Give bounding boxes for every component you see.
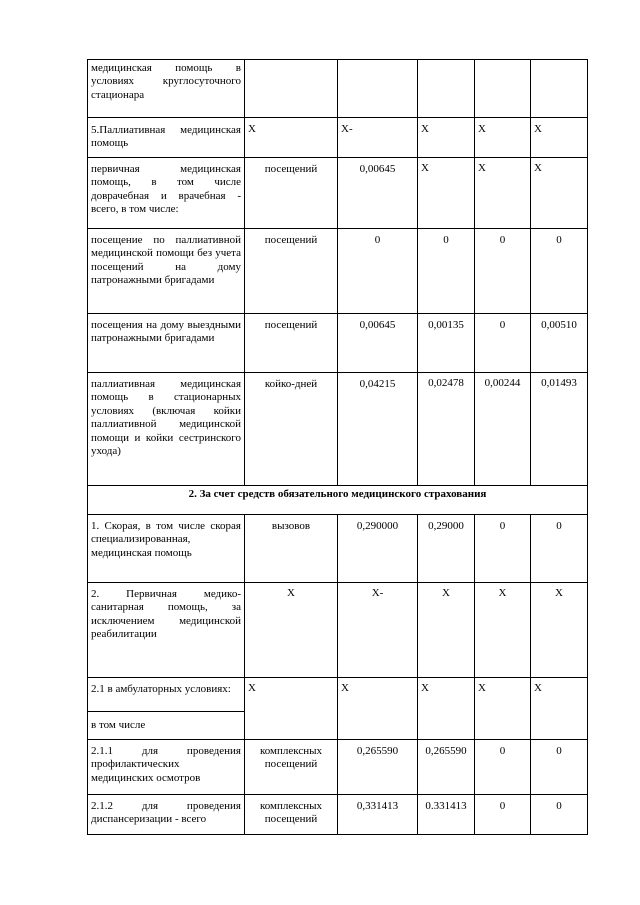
- table-cell: комплексных посещений: [245, 795, 338, 835]
- table-cell: 0,02478: [418, 373, 475, 486]
- medical-care-volume-table: [87, 59, 588, 835]
- table-cell: вызовов: [245, 515, 338, 583]
- table-cell: Х: [475, 678, 531, 740]
- table-cell: 0,265590: [338, 740, 418, 795]
- table-cell: [475, 60, 531, 118]
- table-row: [88, 118, 588, 158]
- table-cell: [245, 60, 338, 118]
- row-label: медицинская помощь в условиях круглосуточного стационара: [88, 60, 245, 118]
- table-cell: Х: [245, 678, 338, 740]
- table-cell: Х: [475, 583, 531, 678]
- table-cell: Х-: [338, 118, 418, 158]
- table-cell: 0: [475, 515, 531, 583]
- row-label: посещение по паллиативной медицинской помощи без учета посещений на дому патронажными бригадами: [88, 229, 245, 314]
- table-cell: 0,00645: [338, 314, 418, 373]
- table-cell: Х: [531, 158, 588, 229]
- table-row: [88, 583, 588, 678]
- table-cell: 0,00510: [531, 314, 588, 373]
- table-cell: Х: [531, 583, 588, 678]
- table-cell: 0.331413: [418, 795, 475, 835]
- row-label: 2.1 в амбулаторных условиях:: [88, 678, 245, 712]
- table-row: [88, 515, 588, 583]
- table-cell: [338, 60, 418, 118]
- table-cell: 0,265590: [418, 740, 475, 795]
- table-cell: Х: [475, 158, 531, 229]
- table-cell: посещений: [245, 229, 338, 314]
- row-label: 1. Скорая, в том числе скорая специализированная, медицинская помощь: [88, 515, 245, 583]
- table-cell: 0,00645: [338, 158, 418, 229]
- row-label: посещения на дому выездными патронажными бригадами: [88, 314, 245, 373]
- table-cell: [418, 60, 475, 118]
- table-cell: Х: [338, 678, 418, 740]
- table-cell: 0,04215: [338, 373, 418, 486]
- table-cell: 0: [531, 740, 588, 795]
- table-cell: посещений: [245, 158, 338, 229]
- table-cell: Х: [418, 583, 475, 678]
- table-cell: 0: [531, 229, 588, 314]
- section-heading-row: [88, 486, 588, 515]
- table-cell: 0,01493: [531, 373, 588, 486]
- table-cell: [531, 60, 588, 118]
- table-cell: Х: [245, 118, 338, 158]
- table-cell: 0: [418, 229, 475, 314]
- table-cell: 0,331413: [338, 795, 418, 835]
- table-cell: Х: [531, 678, 588, 740]
- table-cell: 0,29000: [418, 515, 475, 583]
- table-cell: 0: [338, 229, 418, 314]
- table-cell: 0: [475, 314, 531, 373]
- table-cell: Х: [418, 678, 475, 740]
- section-heading: 2. За счет средств обязательного медицинского страхования: [88, 486, 588, 515]
- table-cell: 0: [475, 229, 531, 314]
- table-cell: Х: [418, 118, 475, 158]
- table-cell: Х-: [338, 583, 418, 678]
- table-cell: 0,00244: [475, 373, 531, 486]
- table-cell: 0: [531, 515, 588, 583]
- row-label: 5.Паллиативная медицинская помощь: [88, 118, 245, 158]
- table-cell: 0: [531, 795, 588, 835]
- table-cell: Х: [418, 158, 475, 229]
- table-cell: Х: [475, 118, 531, 158]
- table-row: [88, 158, 588, 229]
- table-row: [88, 678, 588, 712]
- row-label: 2.1.2 для проведения диспансеризации - всего: [88, 795, 245, 835]
- table-row: [88, 795, 588, 835]
- table-cell: 0: [475, 795, 531, 835]
- table-row: [88, 229, 588, 314]
- table-row: [88, 373, 588, 486]
- table-cell: Х: [531, 118, 588, 158]
- row-sublabel: в том числе: [88, 712, 245, 740]
- table-row: [88, 60, 588, 118]
- row-label: паллиативная медицинская помощь в стационарных условиях (включая койки паллиативной медицинской помощи и койки сестринского ухода): [88, 373, 245, 486]
- table-cell: Х: [245, 583, 338, 678]
- row-label: 2.1.1 для проведения профилактических медицинских осмотров: [88, 740, 245, 795]
- table-cell: койко-дней: [245, 373, 338, 486]
- row-label: 2. Первичная медико-санитарная помощь, за исключением медицинской реабилитации: [88, 583, 245, 678]
- table-cell: посещений: [245, 314, 338, 373]
- table-cell: комплексных посещений: [245, 740, 338, 795]
- table-cell: 0,290000: [338, 515, 418, 583]
- table-cell: 0: [475, 740, 531, 795]
- table-cell: 0,00135: [418, 314, 475, 373]
- table-row: [88, 740, 588, 795]
- table-row: [88, 314, 588, 373]
- row-label: первичная медицинская помощь, в том числе доврачебная и врачебная - всего, в том числе:: [88, 158, 245, 229]
